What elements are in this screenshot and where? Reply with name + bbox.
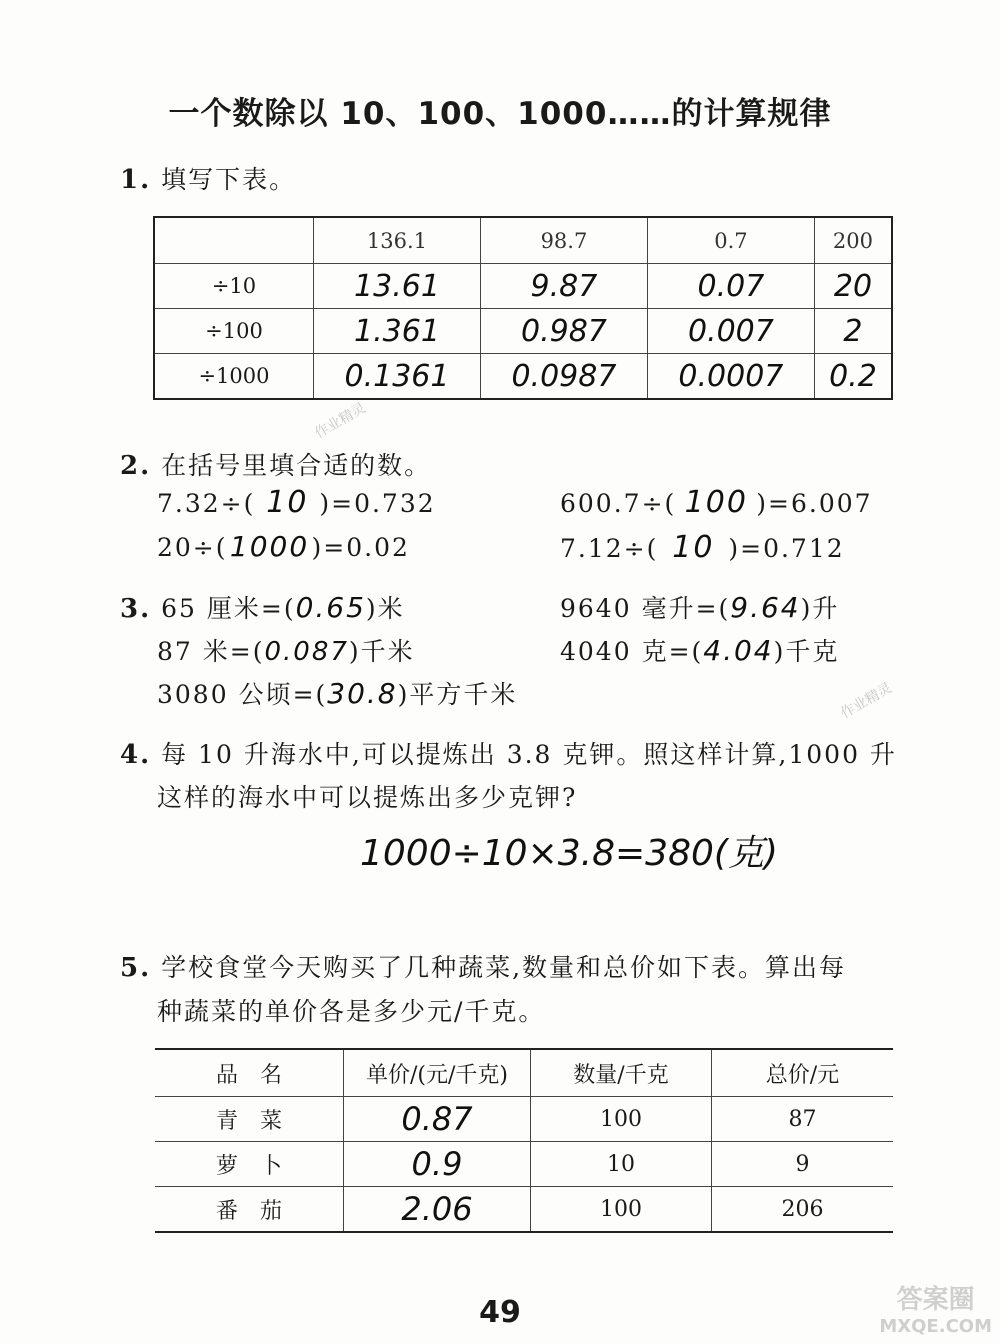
table-row — [154, 264, 892, 309]
fill-item — [157, 675, 517, 711]
question-5-line-2: 种蔬菜的单价各是多少元/千克。 — [157, 997, 546, 1026]
answer-blank[interactable]: 10 — [672, 530, 715, 565]
fill-item — [120, 589, 405, 625]
table-header-cell: 品 名 — [155, 1049, 344, 1097]
question-number: 5. — [120, 953, 152, 983]
item-prefix: 3080 公顷=( — [157, 680, 328, 709]
fill-item — [560, 530, 845, 565]
item-prefix: 7.32÷( — [157, 489, 256, 518]
answer-blank[interactable]: 10 — [266, 485, 309, 520]
answer-cell[interactable]: 0.1361 — [314, 354, 481, 400]
item-prefix: 600.7÷( — [560, 489, 677, 518]
price-answer-cell[interactable]: 0.87 — [344, 1097, 531, 1142]
table-row — [155, 1187, 893, 1233]
item-suffix: )米 — [365, 594, 405, 623]
item-prefix: 20÷( — [157, 533, 228, 562]
question-4-line-2: 这样的海水中可以提炼出多少克钾? — [157, 783, 578, 812]
item-prefix: 7.12÷( — [560, 534, 659, 563]
fill-item — [560, 589, 839, 625]
table-header-cell: 单价/(元/千克) — [344, 1049, 531, 1097]
table-header-row — [155, 1049, 893, 1097]
total-cell: 87 — [712, 1097, 894, 1142]
vegetable-name: 萝 卜 — [155, 1142, 344, 1187]
price-answer-cell[interactable]: 2.06 — [344, 1187, 531, 1233]
watermark: 作业精灵 — [838, 679, 895, 722]
watermark: 作业精灵 — [312, 399, 369, 442]
table-header-cell — [154, 217, 314, 264]
quantity-cell: 10 — [531, 1142, 712, 1187]
item-suffix: )=0.712 — [728, 534, 845, 563]
item-suffix: )平方千米 — [397, 680, 518, 709]
answer-cell[interactable]: 2 — [814, 309, 892, 354]
page-number: 49 — [479, 1295, 521, 1330]
fill-item — [157, 632, 415, 668]
total-cell: 206 — [712, 1187, 894, 1233]
fill-item — [157, 485, 436, 520]
quantity-cell: 100 — [531, 1097, 712, 1142]
answer-blank[interactable]: 1000 — [229, 530, 310, 563]
table-header-cell: 0.7 — [647, 217, 814, 264]
fill-item — [560, 632, 839, 668]
question-text: 每 10 升海水中,可以提炼出 3.8 克钾。照这样计算,1000 升 — [161, 740, 897, 769]
question-text: 在括号里填合适的数。 — [161, 451, 432, 480]
item-prefix: 4040 克=( — [560, 637, 704, 666]
item-suffix: )=0.732 — [319, 489, 436, 518]
question-4-line-1 — [120, 735, 897, 771]
answer-cell[interactable]: 0.07 — [647, 264, 814, 309]
handwritten-solution[interactable]: 1000÷10×3.8=380(克) — [360, 833, 778, 874]
fill-item — [560, 485, 873, 520]
answer-blank[interactable]: 100 — [684, 485, 748, 520]
table-header-row — [154, 217, 892, 264]
question-2 — [120, 446, 431, 482]
question-5-line-1 — [120, 948, 846, 984]
answer-blank[interactable]: 4.04 — [703, 634, 774, 667]
table-row — [154, 309, 892, 354]
page-title: 一个数除以 10、100、1000……的计算规律 — [168, 96, 832, 132]
item-suffix: )升 — [800, 594, 840, 623]
item-suffix: )=6.007 — [756, 489, 873, 518]
answer-cell[interactable]: 0.0987 — [480, 354, 647, 400]
answer-cell[interactable]: 0.987 — [480, 309, 647, 354]
table-header-cell: 98.7 — [480, 217, 647, 264]
item-suffix: )=0.02 — [311, 533, 410, 562]
vegetable-name: 青 菜 — [155, 1097, 344, 1142]
answer-blank[interactable]: 0.65 — [295, 591, 366, 624]
question-text: 填写下表。 — [161, 165, 297, 194]
answer-blank[interactable]: 0.087 — [264, 637, 349, 667]
table-row — [155, 1097, 893, 1142]
item-prefix: 65 厘米=( — [161, 594, 296, 623]
table-header-cell: 总价/元 — [712, 1049, 894, 1097]
question-text: 学校食堂今天购买了几种蔬菜,数量和总价如下表。算出每 — [161, 953, 847, 982]
question-1 — [120, 160, 296, 196]
question-number: 3. — [120, 594, 152, 624]
table-header-cell: 136.1 — [314, 217, 481, 264]
row-label: ÷100 — [154, 309, 314, 354]
row-label: ÷10 — [154, 264, 314, 309]
vegetable-price-table — [155, 1048, 893, 1233]
logo-title: 答案圈 — [896, 1285, 975, 1315]
table-header-cell: 数量/千克 — [531, 1049, 712, 1097]
table-header-cell: 200 — [814, 217, 892, 264]
logo-url: MXQE.COM — [879, 1316, 992, 1338]
table-row — [155, 1142, 893, 1187]
quantity-cell: 100 — [531, 1187, 712, 1233]
question-number: 2. — [120, 451, 152, 481]
site-logo — [879, 1285, 992, 1338]
answer-cell[interactable]: 0.007 — [647, 309, 814, 354]
row-label: ÷1000 — [154, 354, 314, 400]
answer-cell[interactable]: 20 — [814, 264, 892, 309]
answer-cell[interactable]: 0.2 — [814, 354, 892, 400]
division-table — [153, 216, 893, 400]
answer-cell[interactable]: 13.61 — [314, 264, 481, 309]
answer-blank[interactable]: 30.8 — [327, 677, 398, 710]
item-suffix: )千米 — [348, 637, 415, 666]
item-prefix: 9640 毫升=( — [560, 594, 731, 623]
table-row — [154, 354, 892, 400]
total-cell: 9 — [712, 1142, 894, 1187]
price-answer-cell[interactable]: 0.9 — [344, 1142, 531, 1187]
item-prefix: 87 米=( — [157, 637, 265, 666]
vegetable-name: 番 茄 — [155, 1187, 344, 1233]
answer-cell[interactable]: 9.87 — [480, 264, 647, 309]
answer-blank[interactable]: 9.64 — [730, 591, 801, 624]
answer-cell[interactable]: 1.361 — [314, 309, 481, 354]
item-suffix: )千克 — [773, 637, 840, 666]
question-number: 4. — [120, 740, 152, 770]
fill-item — [157, 530, 410, 563]
answer-cell[interactable]: 0.0007 — [647, 354, 814, 400]
question-number: 1. — [120, 165, 152, 195]
